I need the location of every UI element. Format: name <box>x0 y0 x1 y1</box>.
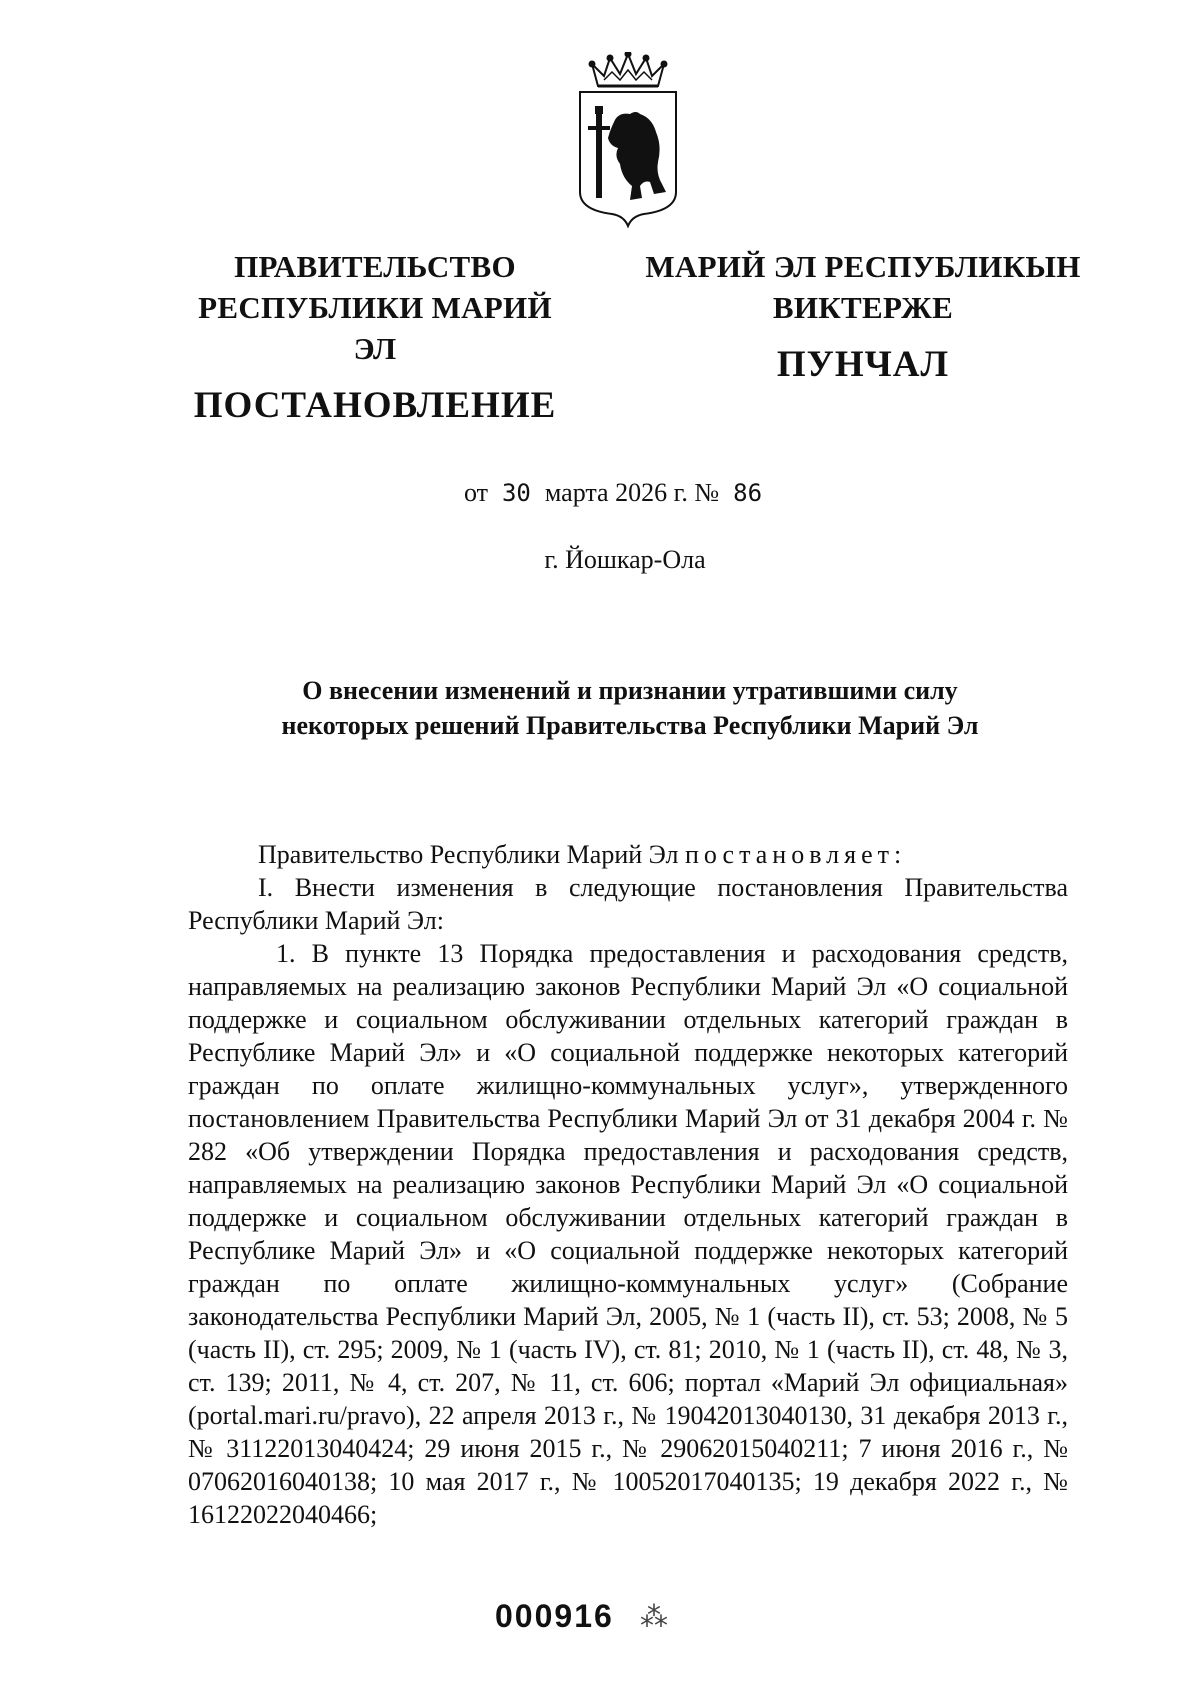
document-body <box>188 838 1068 1531</box>
date-day: 30 <box>501 479 531 507</box>
date-prefix: от <box>463 478 488 507</box>
date-month-year: марта 2026 г. № <box>544 478 720 507</box>
city: г. Йошкар-Ола <box>544 545 706 574</box>
title-line2: некоторых решений Правительства Республики Марий Эл <box>281 711 979 740</box>
intro-resolves: постановляет: <box>684 840 907 869</box>
header-left-line1: ПРАВИТЕЛЬСТВО <box>234 249 516 284</box>
date-line <box>0 478 1200 508</box>
intro-paragraph <box>188 838 1068 871</box>
header-left <box>175 246 575 429</box>
header-left-line2: РЕСПУБЛИКИ МАРИЙ ЭЛ <box>198 290 552 366</box>
document-title <box>150 673 1110 743</box>
coat-of-arms-icon <box>570 52 686 228</box>
header-left-title: ПОСТАНОВЛЕНИЕ <box>193 385 557 426</box>
document-number: 86 <box>733 479 763 507</box>
asterism-icon: ⁂ <box>640 1600 668 1633</box>
item-1: 1. В пункте 13 Порядка предоставления и расходования средств, направляемых на реализацию законов Республики Марий Эл «О социальной поддержке и социальном обслуживании отдельных категорий граждан в Республике Марий Эл» и «О социальной поддержке некоторых категорий граждан по оплате жилищно-коммунальных услуг», утвержденного постановлением Правительства Республики Марий Эл от 31 декабря 2004 г. № 282 «Об утверждении Порядка предоставления и расходования средств, направляемых на реализацию законов Республики Марий Эл «О социальной поддержке и социальном обслуживании отдельных категорий граждан в Республике Марий Эл» и «О социальной поддержке некоторых категорий граждан по оплате жилищно-коммунальных услуг» (Собрание законодательства Республики Марий Эл, 2005, № 1 (часть II), ст. 53; 2008, № 5 (часть II), ст. 295; 2009, № 1 (часть IV), ст. 81; 2010, № 1 (часть II), ст. 48, № 3, ст. 139; 2011, № 4, ст. 207, № 11, ст. 606; портал «Марий Эл официальная» (portal.mari.ru/pravo), 22 апреля 2013 г., № 19042013040130, 31 декабря 2013 г., № 31122013040424; 29 июня 2015 г., № 29062015040211; 7 июня 2016 г., № 07062016040138; 10 мая 2017 г., № 10052017040135; 19 декабря 2022 г., № 16122022040466; <box>188 939 1068 1529</box>
header-right-title: ПУНЧАЛ <box>776 344 950 385</box>
intro-prefix: Правительство Республики Марий Эл <box>258 840 679 869</box>
header-right <box>643 246 1083 388</box>
crown-icon <box>590 52 667 86</box>
serial-number: 000916 <box>495 1598 614 1634</box>
title-line1: О внесении изменений и признании утратившими силу <box>302 676 958 705</box>
header-right-line2: ВИКТЕРЖЕ <box>772 290 954 325</box>
header-right-line1: МАРИЙ ЭЛ РЕСПУБЛИКЫН <box>645 249 1081 284</box>
section-1: I. Внести изменения в следующие постановления Правительства Республики Марий Эл: <box>188 873 1068 935</box>
